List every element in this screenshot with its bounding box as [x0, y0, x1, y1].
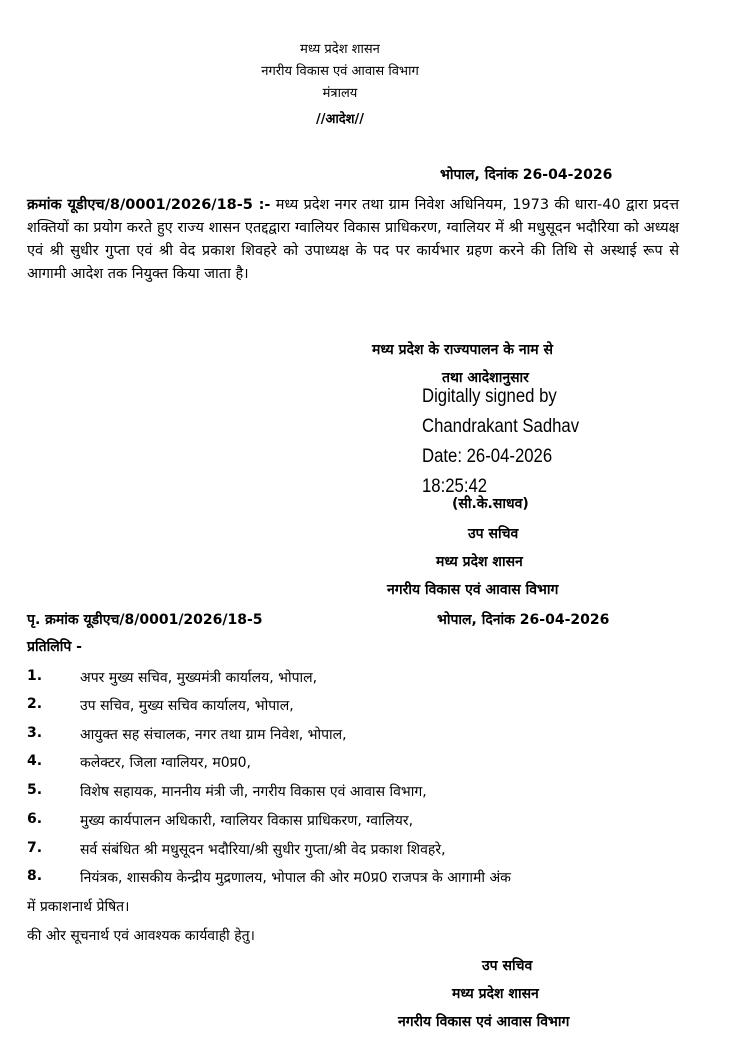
order-body: मध्य प्रदेश नगर तथा ग्राम निवेश अधिनियम, 1973 की धारा-40 द्वारा प्रदत्त शक्तियों का प्रयोग करते हुए राज्य शासन एतद्दद्वारा ग्वालियर विकास प्राधिकरण, ग्वालियर में श्री मधुसूदन भदौरिया को अध्यक्ष एवं श्री सुधीर गुप्ता एवं श्री वेद प्रकाश शिवहरे को उपाध्यक्ष के पद पर कार्यभार ग्रहण करने की तिथि से अस्थाई रूप से आगामी आदेश तक नियुक्त किया जाता है। [27, 197, 679, 282]
list-item: आयुक्त सह संचालक, नगर तथा ग्राम निवेश, भोपाल, [80, 727, 347, 743]
signature-line3: Date: 26-04-2026 [422, 446, 553, 467]
header-govt: मध्य प्रदेश शासन [300, 42, 380, 57]
list-item-number: 2. [27, 696, 43, 712]
copy-list-continuation: में प्रकाशनार्थ प्रेषित। [27, 899, 130, 915]
authority-line2: तथा आदेशानुसार [442, 370, 529, 386]
signature-line4: 18:25:42 [422, 476, 488, 497]
authority-line1: मध्य प्रदेश के राज्यपालन के नाम से [372, 342, 553, 358]
signature-line1: Digitally signed by [422, 386, 557, 407]
footer-dept: नगरीय विकास एवं आवास विभाग [398, 1014, 570, 1030]
place-date: भोपाल, दिनांक 26-04-2026 [440, 167, 613, 183]
header-department: नगरीय विकास एवं आवास विभाग [261, 64, 419, 79]
signatory-name: (सी.के.साधव) [452, 496, 529, 512]
footer-govt: मध्य प्रदेश शासन [452, 986, 539, 1002]
signature-line2: Chandrakant Sadhav [422, 416, 580, 437]
list-item: मुख्य कार्यपालन अधिकारी, ग्वालियर विकास प्राधिकरण, ग्वालियर, [80, 813, 414, 829]
signatory-designation: उप सचिव [468, 526, 519, 542]
signatory-govt: मध्य प्रदेश शासन [436, 554, 523, 570]
list-item: विशेष सहायक, माननीय मंत्री जी, नगरीय विकास एवं आवास विभाग, [80, 784, 427, 800]
list-item-number: 6. [27, 811, 43, 827]
footer-designation: उप सचिव [482, 958, 533, 974]
endorsement-ref: पृ. क्रमांक यूडीएच/8/0001/2026/18-5 [27, 612, 263, 628]
order-paragraph [27, 194, 679, 286]
list-item: सर्व संबंधित श्री मधुसूदन भदौरिया/श्री सुधीर गुप्ता/श्री वेद प्रकाश शिवहरे, [80, 842, 446, 858]
list-item-number: 4. [27, 753, 43, 769]
digital-signature [422, 382, 579, 502]
list-item-number: 8. [27, 868, 43, 884]
signatory-dept: नगरीय विकास एवं आवास विभाग [387, 582, 559, 598]
header-ministry: मंत्रालय [322, 86, 358, 101]
list-item-number: 3. [27, 725, 43, 741]
list-item-number: 7. [27, 840, 43, 856]
list-item: उप सचिव, मुख्य सचिव कार्यालय, भोपाल, [80, 698, 294, 714]
list-item-number: 5. [27, 782, 43, 798]
order-title: //आदेश// [315, 112, 365, 127]
copy-label: प्रतिलिपि - [27, 639, 82, 655]
list-item: कलेक्टर, जिला ग्वालियर, म0प्र0, [80, 755, 251, 771]
endorsement-place-date: भोपाल, दिनांक 26-04-2026 [437, 612, 610, 628]
list-item-number: 1. [27, 668, 43, 684]
list-item: नियंत्रक, शासकीय केन्द्रीय मुद्रणालय, भोपाल की ओर म0प्र0 राजपत्र के आगामी अंक [80, 870, 511, 886]
order-ref: क्रमांक यूडीएच/8/0001/2026/18-5 :- [27, 197, 271, 213]
list-item: अपर मुख्य सचिव, मुख्यमंत्री कार्यालय, भोपाल, [80, 670, 318, 686]
closing-line: की ओर सूचनार्थ एवं आवश्यक कार्यवाही हेतु। [27, 928, 255, 944]
